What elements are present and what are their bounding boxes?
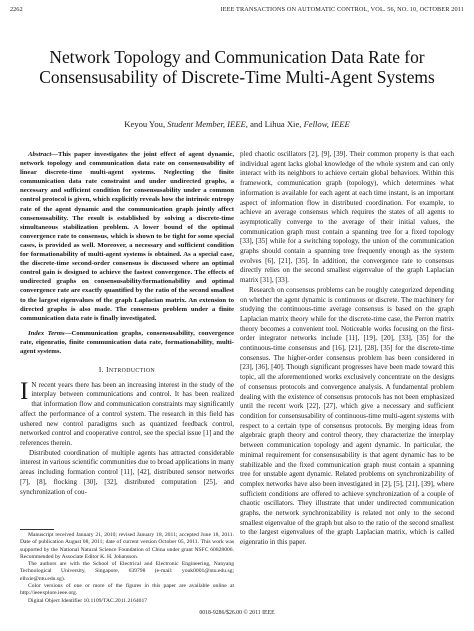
intro-paragraph-1 [20, 377, 234, 449]
footnote-rule [20, 529, 54, 530]
page-footer: 0018-9286/$26.00 © 2011 IEEE [199, 610, 275, 616]
index-terms-text: Communication graphs, consensusability, convergence rate, eigenratio, finite communication data rate, formationability, multi-agent systems. [20, 329, 234, 355]
index-terms: Index Terms—Communication graphs, consensusability, convergence rate, eigenratio, finite communication data rate, formationability, multi-agent systems. [20, 329, 234, 355]
author-line: Keyou You, Student Member, IEEE, and Lihua Xie, Fellow, IEEE [124, 119, 350, 129]
abstract-text: This paper investigates the joint effect of agent dynamic, network topology and communication data rate on consensusability of linear discrete-time multi-agent systems. Neglecting the finite communication data rate constraint and under undirected graphs, a necessary and sufficient condition for consensusability under a common control protocol is given, which explicitly reveals how the intrinsic entropy rate of the agent dynamic and the communication graph jointly affect consensusability. The result is established by solving a discrete-time simultaneous stabilization problem. A lower bound of the optimal convergence rate to consensus, which is shown to be tight for some special cases, is provided as well. Moreover, a necessary and sufficient condition for formationability of multi-agent systems is obtained. As a special case, the discrete-time second-order consensus is discussed where an optimal control gain is designed to achieve the fastest convergence. The effects of undirected graphs on consensusability/formationability and optimal convergence rate are exactly quantified by the ratio of the second smallest to the largest eigenvalues of the graph Laplacian matrix. An extension to directed graphs is also made. The consensus problem under a finite communication data rate is finally investigated. [20, 151, 234, 322]
footnote-doi: Digital Object Identifier 10.1109/TAC.2011.2164017 [28, 597, 148, 604]
right-paragraph-2: Research on consensus problems can be roughly categorized depending on whether the agent dynamic is continuous or discrete. The machinery for studying the continuous-time average consensus is based on the graph Laplacian matrix theory while for the discrete-time case, the Perron matrix theory becomes a convenient tool. Noticeable works focusing on the first-order integrator networks include [11], [19], [20], [33], [35] for the continuous-time consensus and [16], [21], [28], [35] for the discrete-time consensus. The higher-order consensus problem has been considered in [23], [36], [40]. Though significant progresses have been made toward this topic, all the aforementioned works exclusively concentrate on the designs of consensus protocols and convergence analysis. A fundamental problem dealing with the existence of consensus protocols has not been emphasized until the recent work [22], [27], which give a necessary and sufficient condition for consensusability of continuous-time multi-agent systems with respect to a certain type of consensus protocols. By merging ideas from algebraic graph theory and control theory, they characterize the interplay between communication topology and agent dynamic. In particular, the minimal requirement for consensusability is that agent dynamic has to be stabilizable and the fixed communication graph must contain a spanning tree for unstable agent dynamic. Related problems on synchronizability of complex networks have also been investigated in [2], [5], [21], [39], where sufficient conditions are offered to achieve synchronization of a couple of chaotic oscillators. They illustrate that under undirected communication graphs, the network synchronizability is related not only to the second smallest eigenvalue of the graph but also to the ratio of the second smallest to the largest eigenvalues of the graph Laplacian matrix, which is called eigenratio in this paper. [240, 285, 454, 547]
running-header [10, 6, 464, 16]
intro-paragraph-2: Distributed coordination of multiple agents has attracted considerable interest in various scientific communities due to broad applications in many areas including formation control [11], [42], distributed sensor networks [7], [8], flocking [30], [32], distributed computation [25], and synchronization of cou- [20, 448, 234, 496]
page-number: 2262 [10, 6, 23, 13]
right-paragraph-1: pled chaotic oscillators [2], [9], [39]. Their common property is that each individual agent lacks global knowledge of the whole system and can only interact with its neighbors to achieve certain global behaviors. Within this framework, communication graph (topology), which determines what information is available for each agent at each time instant, is an important aspect of information flow in distributed coordination. For example, to achieve an average consensus which requires the states of all agents to asymptotically converge to the average of their initial values, the communication graph must contain a spanning tree for a fixed topology [33], [35] while for a switching topology, the union of the communication graphs should contain a spanning tree frequently enough as the system evolves [6], [21], [35]. In addition, the convergence rate to consensus directly relies on the second smallest eigenvalue of the graph Laplacian matrix [31], [33]. [240, 150, 454, 285]
index-terms-label: Index Terms [28, 329, 65, 337]
abstract: Abstract—This paper investigates the joint effect of agent dynamic, network topology and communication data rate on consensusability of linear discrete-time multi-agent systems. Neglecting the finite communication data rate constraint and under undirected graphs, a necessary and sufficient condition for consensusability under a common control protocol is given, which explicitly reveals how the intrinsic entropy rate of the agent dynamic and the communication graph jointly affect consensusability. The result is established by solving a discrete-time simultaneous stabilization problem. A lower bound of the optimal convergence rate to consensus, which is shown to be tight for some special cases, is provided as well. Moreover, a necessary and sufficient condition for formationability of multi-agent systems is obtained. As a special case, the discrete-time second-order consensus is discussed where an optimal control gain is designed to achieve the fastest convergence. The effects of undirected graphs on consensusability/formationability and optimal convergence rate are exactly quantified by the ratio of the second smallest to the largest eigenvalues of the graph Laplacian matrix. An extension to directed graphs is also made. The consensus problem under a finite communication data rate is finally investigated. [20, 151, 234, 322]
footnote-manuscript: Manuscript received January 21, 2010; revised January 18, 2011; accepted June 18, 2011. Date of publication August 08, 2011; date of current version October 05, 2011. This work was supported by the National Natural Science Foundation of China under grant NSFC 60828006. Recommended by Associate Editor K. H. Johansson. [20, 532, 234, 560]
drop-cap: I [20, 377, 29, 405]
journal-name: IEEE TRANSACTIONS ON AUTOMATIC CONTROL, VOL. 56, NO. 10, OCTOBER 2011 [220, 6, 464, 13]
left-column [20, 150, 234, 497]
footnote-color: Color versions of one or more of the figures in this paper are available online at http://ieeexplore.ieee.org. [20, 583, 234, 597]
footnote-affiliation: The authors are with the School of Electrical and Electronic Engineering, Nanyang Technological University, Singapore, 639798 (e-mail: youk0001@ntu.edu.sg; elhxie@ntu.edu.sg). [20, 561, 234, 582]
paper-title: Network Topology and Communication Data Rate for Consensusability of Discrete-Time Multi-Agent Systems [39, 47, 435, 87]
abstract-label: Abstract [28, 151, 52, 158]
footnotes [20, 532, 234, 605]
intro-paragraph-1-text: N recent years there has been an increasing interest in the study of the interplay between communications and control. It has been realized that information flow and communication constraints may significantly affect the performance of a control system. The research in this field has ushered new control paradigms such as quantized feedback control, networked control and cooperative control, see the special issue [1] and the references therein. [20, 380, 234, 447]
right-column [240, 150, 454, 548]
section-heading: I. INTRODUCTION [98, 366, 156, 375]
